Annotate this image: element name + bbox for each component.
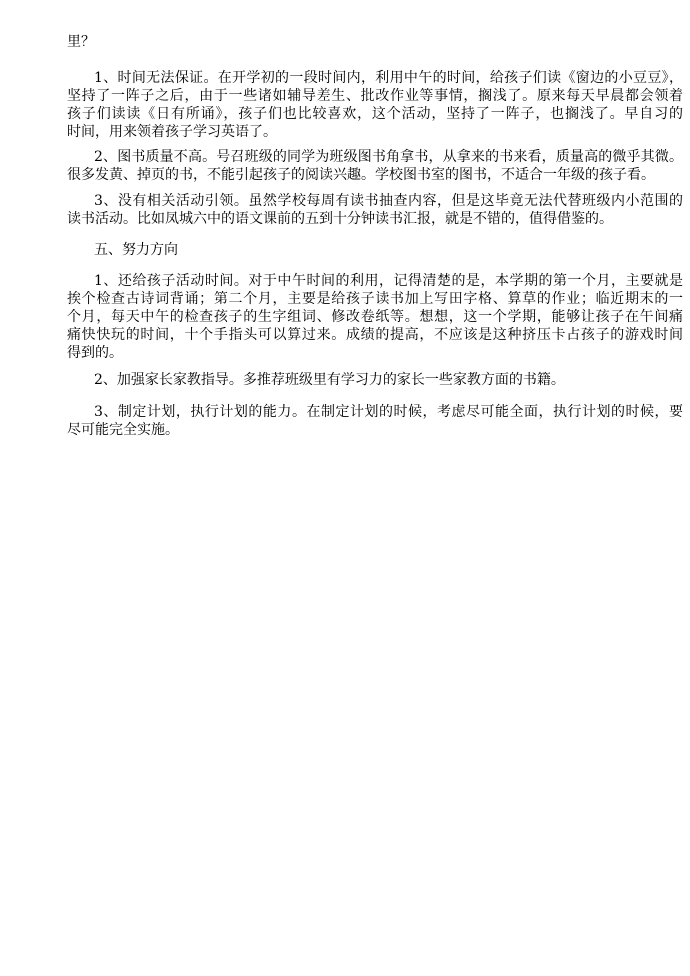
heading-text: 五、努力方向 — [94, 242, 178, 258]
paragraph-direction-2 — [67, 371, 683, 389]
text-line: 时间，用来领着孩子学习英语了。 — [67, 124, 277, 140]
text-line: 2、加强家长家教指导。多推荐班级里有学习力的家长一些家教方面的书籍。 — [94, 372, 565, 388]
text-line: 1、时间无法保证。在开学初的一段时间内，利用中午的时间，给孩子们读《窗边的小豆豆》， — [94, 70, 683, 86]
paragraph-problem-3 — [67, 192, 683, 228]
document-page — [67, 33, 683, 439]
section-heading — [67, 241, 683, 259]
paragraph-continuation — [67, 33, 683, 51]
paragraph-problem-2 — [67, 148, 683, 184]
paragraph-problem-1 — [67, 69, 683, 141]
text-line: 孩子们读读《日有所诵》，孩子们也比较喜欢，这个活动，坚持了一阵子，也搁浅了。早自习的 — [67, 106, 683, 122]
text-line: 尽可能完全实施。 — [67, 422, 179, 438]
text-line: 里？ — [67, 34, 95, 50]
text-line: 读书活动。比如凤城六中的语文课前的五到十分钟读书汇报，就是不错的，值得借鉴的。 — [67, 211, 613, 227]
paragraph-direction-3 — [67, 403, 683, 439]
text-line: 挨个检查古诗词背诵；第二个月，主要是给孩子读书加上写田字格、算草的作业；临近期末的一 — [67, 291, 683, 307]
text-line: 2、图书质量不高。号召班级的同学为班级图书角拿书，从拿来的书来看，质量高的微乎其微。 — [94, 149, 683, 165]
text-line: 个月，每天中午的检查孩子的生字组词、修改卷纸等。想想，这一个学期，能够让孩子在午间痛 — [67, 309, 683, 325]
text-line: 很多发黄、掉页的书，不能引起孩子的阅读兴趣。学校图书室的图书，不适合一年级的孩子看。 — [67, 167, 655, 183]
text-line: 痛快快玩的时间，十个手指头可以算过来。成绩的提高，不应该是这种挤压卡占孩子的游戏时间 — [67, 327, 683, 343]
text-line: 1、还给孩子活动时间。对于中午时间的利用，记得清楚的是，本学期的第一个月，主要就是 — [94, 273, 683, 289]
text-line: 3、没有相关活动引领。虽然学校每周有读书抽查内容，但是这毕竟无法代替班级内小范围的 — [94, 193, 683, 209]
text-line: 得到的。 — [67, 345, 123, 361]
text-line: 坚持了一阵子之后，由于一些诸如辅导差生、批改作业等事情，搁浅了。原来每天早晨都会领着 — [67, 88, 683, 104]
paragraph-direction-1 — [67, 272, 683, 362]
text-line: 3、制定计划，执行计划的能力。在制定计划的时候，考虑尽可能全面，执行计划的时候，要 — [94, 404, 683, 420]
